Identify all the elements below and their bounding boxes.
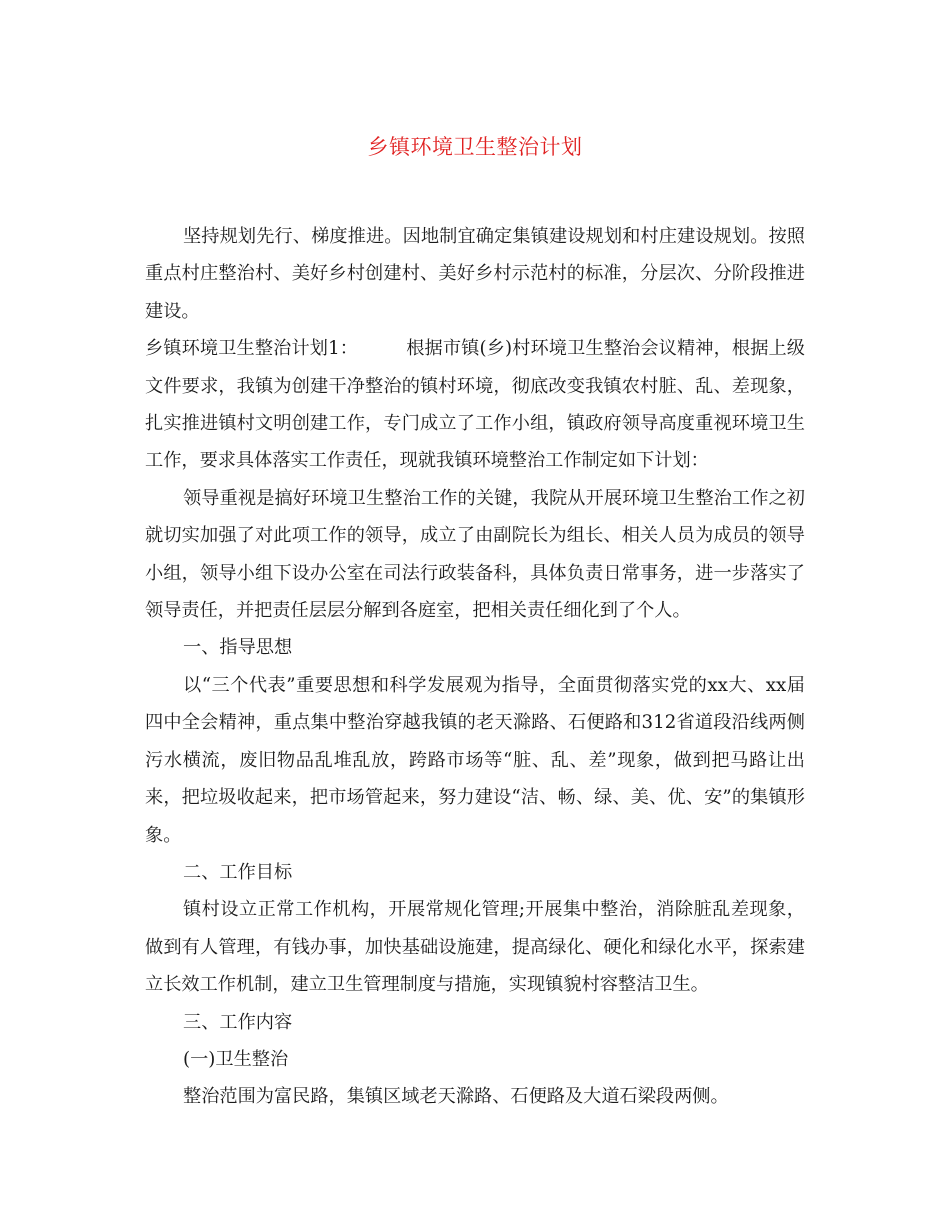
heading-sanitation: (一)卫生整治: [183, 1048, 289, 1070]
paragraph-scope: 整治范围为富民路，集镇区域老天滁路、石便路及大道石梁段两侧。: [183, 1086, 729, 1108]
plan-1-text: 根据市镇(乡)村环境卫生整治会议精神，根据上级文件要求，我镇为创建干净整治的镇村环境，彻底改变我镇农村脏、乱、差现象，扎实推进镇村文明创建工作，专门成立了工作小组，镇政府领导高度重视环境卫生工作，要求具体落实工作责任，现就我镇环境整治工作制定如下计划：: [145, 338, 805, 472]
plan-1-label: 乡镇环境卫生整治计划1：: [145, 338, 359, 360]
paragraph-leadership: 领导重视是搞好环境卫生整治工作的关键，我院从开展环境卫生整治工作之初就切实加强了对此项工作的领导，成立了由副院长为组长、相关人员为成员的领导小组，领导小组下设办公室在司法行政装备科，具体负责日常事务，进一步落实了领导责任，并把责任层层分解到各庭室，把相关责任细化到了个人。: [145, 487, 805, 622]
document-title: 乡镇环境卫生整治计划: [367, 135, 583, 159]
paragraph-work-goals: 镇村设立正常工作机构，开展常规化管理;开展集中整治，消除脏乱差现象，做到有人管理，有钱办事，加快基础设施建，提高绿化、硬化和绿化水平，探索建立长效工作机制，建立卫生管理制度与措施，实现镇貌村容整洁卫生。: [145, 899, 805, 996]
paragraph-plan-1: [145, 330, 805, 480]
heading-work-content: 三、工作内容: [183, 1011, 293, 1033]
paragraph-planning: 坚持规划先行、梯度推进。因地制宜确定集镇建设规划和村庄建设规划。按照重点村庄整治村、美好乡村创建村、美好乡村示范村的标准，分层次、分阶段推进建设。: [145, 226, 805, 322]
heading-guiding-thought: 一、指导思想: [183, 637, 293, 659]
heading-work-goals: 二、工作目标: [183, 861, 293, 883]
document-body: [145, 218, 805, 1116]
paragraph-guiding-thought: 以“三个代表”重要思想和科学发展观为指导，全面贯彻落实党的xx大、xx届四中全会精神，重点集中整治穿越我镇的老天滁路、石便路和312省道段沿线两侧污水横流，废旧物品乱堆乱放，跨路市场等“脏、乱、差”现象，做到把马路让出来，把垃圾收起来，把市场管起来，努力建设“洁、畅、绿、美、优、安”的集镇形象。: [145, 674, 805, 846]
